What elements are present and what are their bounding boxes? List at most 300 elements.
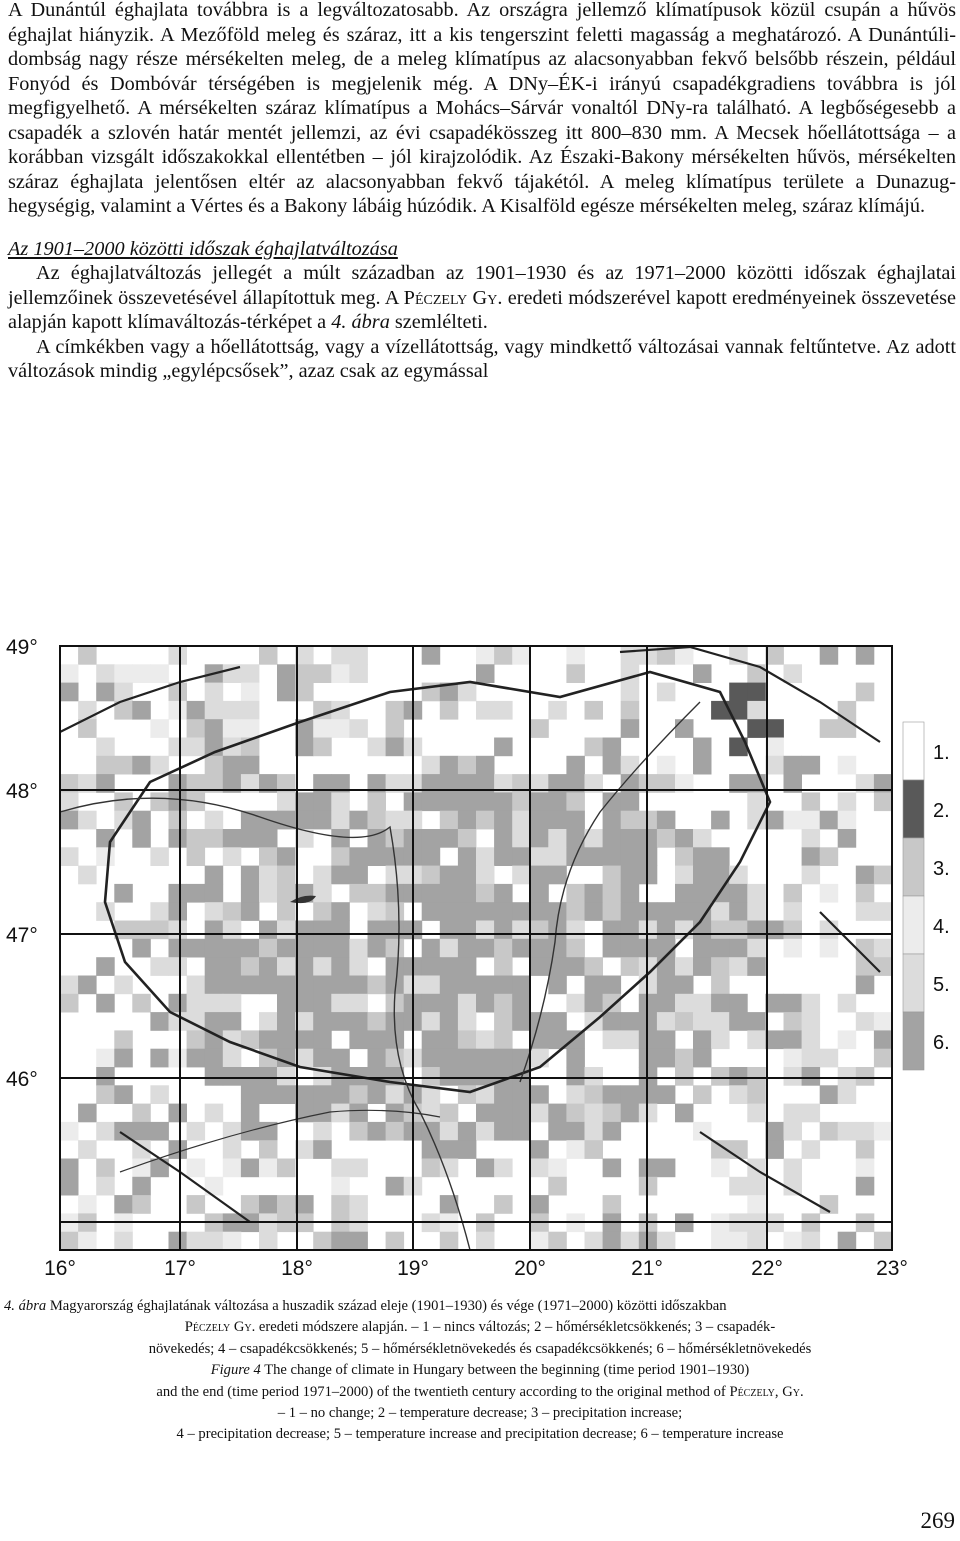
map-cell [874, 1049, 893, 1068]
map-cell [639, 866, 658, 885]
map-cell [711, 976, 730, 995]
map-cell [313, 792, 332, 811]
map-cell [784, 811, 803, 830]
map-cell [331, 664, 350, 683]
map-cell [241, 957, 260, 976]
map-cell [349, 1159, 368, 1178]
map-cell [241, 701, 260, 720]
map-cell [60, 811, 79, 830]
map-cell [331, 646, 350, 665]
map-cell [241, 1159, 260, 1178]
map-cell [548, 1122, 567, 1141]
legend-swatch [903, 722, 924, 780]
map-cell [458, 1030, 477, 1049]
map-cell [494, 646, 512, 665]
map-cell [747, 1104, 766, 1123]
map-cell [349, 1232, 368, 1251]
map-cell [187, 701, 206, 720]
map-cell [729, 957, 748, 976]
map-cell [603, 811, 622, 830]
map-cell [440, 811, 459, 830]
map-cell [386, 884, 405, 903]
map-cell [313, 1049, 332, 1068]
map-cell [494, 811, 512, 830]
map-cell [259, 646, 278, 665]
map-cell [566, 811, 585, 830]
map-cell [512, 1012, 531, 1031]
figure-caption [4, 1296, 956, 1446]
map-cell [747, 1012, 766, 1031]
map-cell [259, 829, 278, 848]
map-cell [657, 902, 676, 921]
map-cell [820, 1085, 839, 1104]
map-cell [729, 884, 748, 903]
map-cell [78, 1195, 97, 1214]
map-cell [458, 1067, 477, 1086]
map-cell [277, 1067, 296, 1086]
map-cell [476, 847, 495, 866]
map-cell [585, 1067, 604, 1086]
map-cell [494, 1049, 512, 1068]
map-cell [820, 1122, 839, 1141]
map-cell [187, 1159, 206, 1178]
map-cell [187, 847, 206, 866]
map-cell [820, 1049, 839, 1068]
map-cell [476, 664, 495, 683]
map-cell [259, 866, 278, 885]
map-cell [277, 884, 296, 903]
map-cell [856, 902, 875, 921]
map-cell [440, 792, 459, 811]
map-cell [603, 1012, 622, 1031]
map-cell [440, 1122, 459, 1141]
map-cell [784, 1159, 803, 1178]
map-cell [657, 811, 676, 830]
map-cell [114, 1085, 133, 1104]
map-cell [693, 994, 712, 1013]
map-cell [96, 1085, 115, 1104]
map-cell [657, 1030, 676, 1049]
map-cell [187, 1232, 206, 1251]
map-cell [585, 1232, 604, 1251]
map-cell [603, 1232, 622, 1251]
map-cell [349, 1030, 368, 1049]
map-cell [223, 701, 242, 720]
latitude-label: 46° [6, 1068, 38, 1091]
map-cell [422, 1104, 441, 1123]
map-cell [368, 792, 387, 811]
map-cell [114, 1030, 133, 1049]
map-cell [349, 1085, 368, 1104]
map-cell [132, 829, 151, 848]
map-cell [440, 701, 459, 720]
map-cell [277, 792, 296, 811]
map-cell [132, 1177, 151, 1196]
map-cell [784, 1232, 803, 1251]
map-cell [603, 829, 622, 848]
map-cell [784, 1104, 803, 1123]
map-cell [711, 811, 730, 830]
map-cell [820, 884, 839, 903]
map-cell [259, 921, 278, 940]
map-cell [169, 646, 188, 665]
map-cell [458, 921, 477, 940]
map-cell [440, 884, 459, 903]
map-cell [512, 866, 531, 885]
map-cell [313, 957, 332, 976]
map-cell [78, 866, 97, 885]
map-cell [693, 866, 712, 885]
map-cell [621, 1030, 640, 1049]
map-cell [512, 1122, 531, 1141]
map-cell [241, 902, 260, 921]
map-cell [114, 1049, 133, 1068]
map-cell [802, 847, 821, 866]
map-cell [386, 829, 405, 848]
map-cell [259, 1159, 278, 1178]
map-cell [440, 994, 459, 1013]
map-cell [150, 1122, 169, 1141]
map-cell [639, 939, 658, 958]
map-cell [639, 994, 658, 1013]
map-cell [838, 1067, 857, 1086]
map-cell [440, 1232, 459, 1251]
map-cell [548, 1232, 567, 1251]
map-cell [476, 756, 495, 775]
map-cell [150, 921, 169, 940]
caption-hu-line-3: növekedés; 4 – csapadékcsökkenés; 5 – hőmérsékletnövekedés és csapadékcsökkenés; 6 – hőmérsékletnövekedés [148, 1340, 812, 1357]
map-cell [675, 1012, 694, 1031]
caption-en-line-1: Figure 4 The change of climate in Hungary between the beginning (time period 1901–1930) [210, 1362, 750, 1379]
map-cell [747, 719, 766, 738]
map-cell [277, 921, 296, 940]
caption-en-line-3: – 1 – no change; 2 – temperature decrease; 3 – precipitation increase; [277, 1405, 683, 1422]
map-cell [566, 884, 585, 903]
map-cell [729, 1012, 748, 1031]
map-cell [205, 719, 224, 738]
map-cell [621, 683, 640, 702]
map-cell [458, 884, 477, 903]
map-cell [205, 811, 224, 830]
map-cell [331, 994, 350, 1013]
map-cell [78, 646, 97, 665]
map-cell [386, 719, 405, 738]
map-cell [494, 792, 512, 811]
map-cell [621, 1085, 640, 1104]
map-cell [331, 1085, 350, 1104]
map-cell [711, 1232, 730, 1251]
map-cell [621, 792, 640, 811]
map-cell [566, 939, 585, 958]
map-cell [765, 756, 784, 775]
map-cell [784, 664, 803, 683]
map-cell [331, 1012, 350, 1031]
map-cell [150, 957, 169, 976]
map-cell [784, 756, 803, 775]
map-cell [603, 884, 622, 903]
map-cell [675, 976, 694, 995]
map-cell [639, 902, 658, 921]
latitude-labels [6, 636, 38, 1091]
map-cell [205, 921, 224, 940]
map-cell [132, 1159, 151, 1178]
map-cell [458, 811, 477, 830]
map-cell [386, 957, 405, 976]
map-cell [657, 957, 676, 976]
map-cell [223, 976, 242, 995]
map-cell [548, 792, 567, 811]
map-cell [223, 902, 242, 921]
map-cell [621, 1012, 640, 1031]
map-cell [603, 921, 622, 940]
map-cell [802, 1030, 821, 1049]
map-cell [476, 994, 495, 1013]
map-cell [114, 884, 133, 903]
map-cell [205, 756, 224, 775]
map-cell [548, 976, 567, 995]
map-cell [241, 1085, 260, 1104]
map-cell [458, 976, 477, 995]
map-cell [820, 921, 839, 940]
map-cell [349, 866, 368, 885]
map-cell [78, 811, 97, 830]
map-cell [458, 1012, 477, 1031]
map-cell [548, 866, 567, 885]
map-cell [169, 994, 188, 1013]
map-legend [903, 722, 950, 1070]
map-cell [349, 976, 368, 995]
map-cell [349, 957, 368, 976]
map-cell [621, 1104, 640, 1123]
map-cell [693, 847, 712, 866]
map-cell [60, 1232, 79, 1251]
map-cell [621, 902, 640, 921]
map-cell [277, 902, 296, 921]
map-cell [711, 1159, 730, 1178]
map-cell [150, 792, 169, 811]
map-cell [874, 792, 893, 811]
map-cell [838, 811, 857, 830]
map-cell [458, 829, 477, 848]
map-cell [386, 1122, 405, 1141]
map-cell [277, 1195, 296, 1214]
map-cell [856, 1012, 875, 1031]
map-cell [440, 1030, 459, 1049]
map-cell [784, 1030, 803, 1049]
map-cell [711, 939, 730, 958]
map-cell [621, 646, 640, 665]
map-cell [349, 847, 368, 866]
map-cell [585, 1122, 604, 1141]
map-cell [802, 1067, 821, 1086]
longitude-label: 22° [751, 1257, 783, 1280]
map-cell [639, 1067, 658, 1086]
map-cell [422, 847, 441, 866]
map-cell [349, 646, 368, 665]
map-cell [838, 719, 857, 738]
map-cell [476, 976, 495, 995]
map-cell [313, 921, 332, 940]
map-cell [349, 664, 368, 683]
map-cell [476, 866, 495, 885]
map-cell [874, 1232, 893, 1251]
map-cell [548, 811, 567, 830]
figure-reference: 4. ábra [331, 311, 390, 333]
map-cell [205, 1012, 224, 1031]
map-cell [802, 1104, 821, 1123]
map-cell [693, 738, 712, 757]
map-cell [259, 1012, 278, 1031]
map-cell [313, 866, 332, 885]
map-cell [820, 811, 839, 830]
map-cell [458, 792, 477, 811]
map-cell [114, 664, 133, 683]
map-cell [169, 939, 188, 958]
map-cell [331, 1067, 350, 1086]
map-cell [856, 976, 875, 995]
map-cell [693, 756, 712, 775]
map-cell [205, 939, 224, 958]
map-cell [60, 847, 79, 866]
map-cell [440, 902, 459, 921]
map-cell [530, 884, 549, 903]
map-cell [386, 921, 405, 940]
map-cell [277, 1085, 296, 1104]
map-cell [802, 1012, 821, 1031]
map-cell [331, 847, 350, 866]
longitude-label: 21° [631, 1257, 663, 1280]
map-cell [277, 939, 296, 958]
map-cell [476, 902, 495, 921]
map-cell [78, 976, 97, 995]
map-cell [187, 738, 206, 757]
map-cell [331, 829, 350, 848]
map-cell [784, 902, 803, 921]
map-cell [422, 1159, 441, 1178]
map-cell [585, 994, 604, 1013]
map-cell [621, 811, 640, 830]
map-cell [747, 939, 766, 958]
map-cell [747, 701, 766, 720]
map-cell [784, 1067, 803, 1086]
map-cell [277, 994, 296, 1013]
map-cell [440, 1067, 459, 1086]
map-cell [675, 829, 694, 848]
map-cell [331, 1195, 350, 1214]
map-cell [765, 921, 784, 940]
latitude-label: 49° [6, 636, 38, 659]
map-cell [765, 1140, 784, 1159]
map-cell [313, 902, 332, 921]
map-cell [331, 1159, 350, 1178]
map-cell [60, 1177, 79, 1196]
map-cell [747, 1177, 766, 1196]
map-cell [784, 1122, 803, 1141]
map-cell [838, 1030, 857, 1049]
longitude-label: 17° [164, 1257, 196, 1280]
legend-label: 4. [933, 916, 950, 938]
map-cell [530, 829, 549, 848]
map-cell [150, 902, 169, 921]
map-cell [96, 664, 115, 683]
map-cell [150, 847, 169, 866]
map-cell [476, 1159, 495, 1178]
map-cell [802, 792, 821, 811]
map-cell [548, 1012, 567, 1031]
map-cell [277, 811, 296, 830]
map-cell [150, 1085, 169, 1104]
map-cell [386, 738, 405, 757]
map-cell [530, 1232, 549, 1251]
map-cell [874, 957, 893, 976]
map-cell [729, 683, 748, 702]
map-cell [621, 1232, 640, 1251]
map-cell [657, 994, 676, 1013]
map-cell [349, 1122, 368, 1141]
map-cell [458, 847, 477, 866]
map-cell [458, 756, 477, 775]
map-cell [639, 1177, 658, 1196]
map-cell [639, 921, 658, 940]
map-cell [784, 1012, 803, 1031]
map-cell [548, 829, 567, 848]
map-cell [530, 866, 549, 885]
map-cell [530, 921, 549, 940]
map-cell [368, 902, 387, 921]
map-cell [205, 884, 224, 903]
article-body [8, 0, 956, 384]
map-cell [621, 829, 640, 848]
map-cell [675, 994, 694, 1013]
map-cell [349, 811, 368, 830]
map-cell [747, 1232, 766, 1251]
map-cell [494, 1104, 512, 1123]
map-cell [132, 939, 151, 958]
map-cell [566, 664, 585, 683]
map-cell [729, 1177, 748, 1196]
map-cell [458, 1049, 477, 1068]
map-cell [603, 1104, 622, 1123]
map-cell [259, 847, 278, 866]
map-cell [187, 1195, 206, 1214]
map-cell [566, 1085, 585, 1104]
map-cell [440, 866, 459, 885]
map-cell [313, 994, 332, 1013]
map-cell [205, 829, 224, 848]
map-cell [530, 1195, 549, 1214]
map-cell [96, 683, 115, 702]
map-cell [747, 1085, 766, 1104]
map-cell [476, 646, 495, 665]
map-cell [639, 847, 658, 866]
map-cell [349, 1104, 368, 1123]
map-cell [711, 1030, 730, 1049]
map-cell [223, 719, 242, 738]
map-cell [313, 1122, 332, 1141]
map-cell [205, 701, 224, 720]
map-cell [494, 884, 512, 903]
map-cell [494, 1159, 512, 1178]
map-cell [223, 1049, 242, 1068]
map-cell [223, 1067, 242, 1086]
latitude-label: 47° [6, 924, 38, 947]
map-cell [368, 884, 387, 903]
map-cell [313, 738, 332, 757]
map-cell [585, 1140, 604, 1159]
map-cell [729, 1085, 748, 1104]
map-cell [512, 829, 531, 848]
map-cell [313, 1030, 332, 1049]
